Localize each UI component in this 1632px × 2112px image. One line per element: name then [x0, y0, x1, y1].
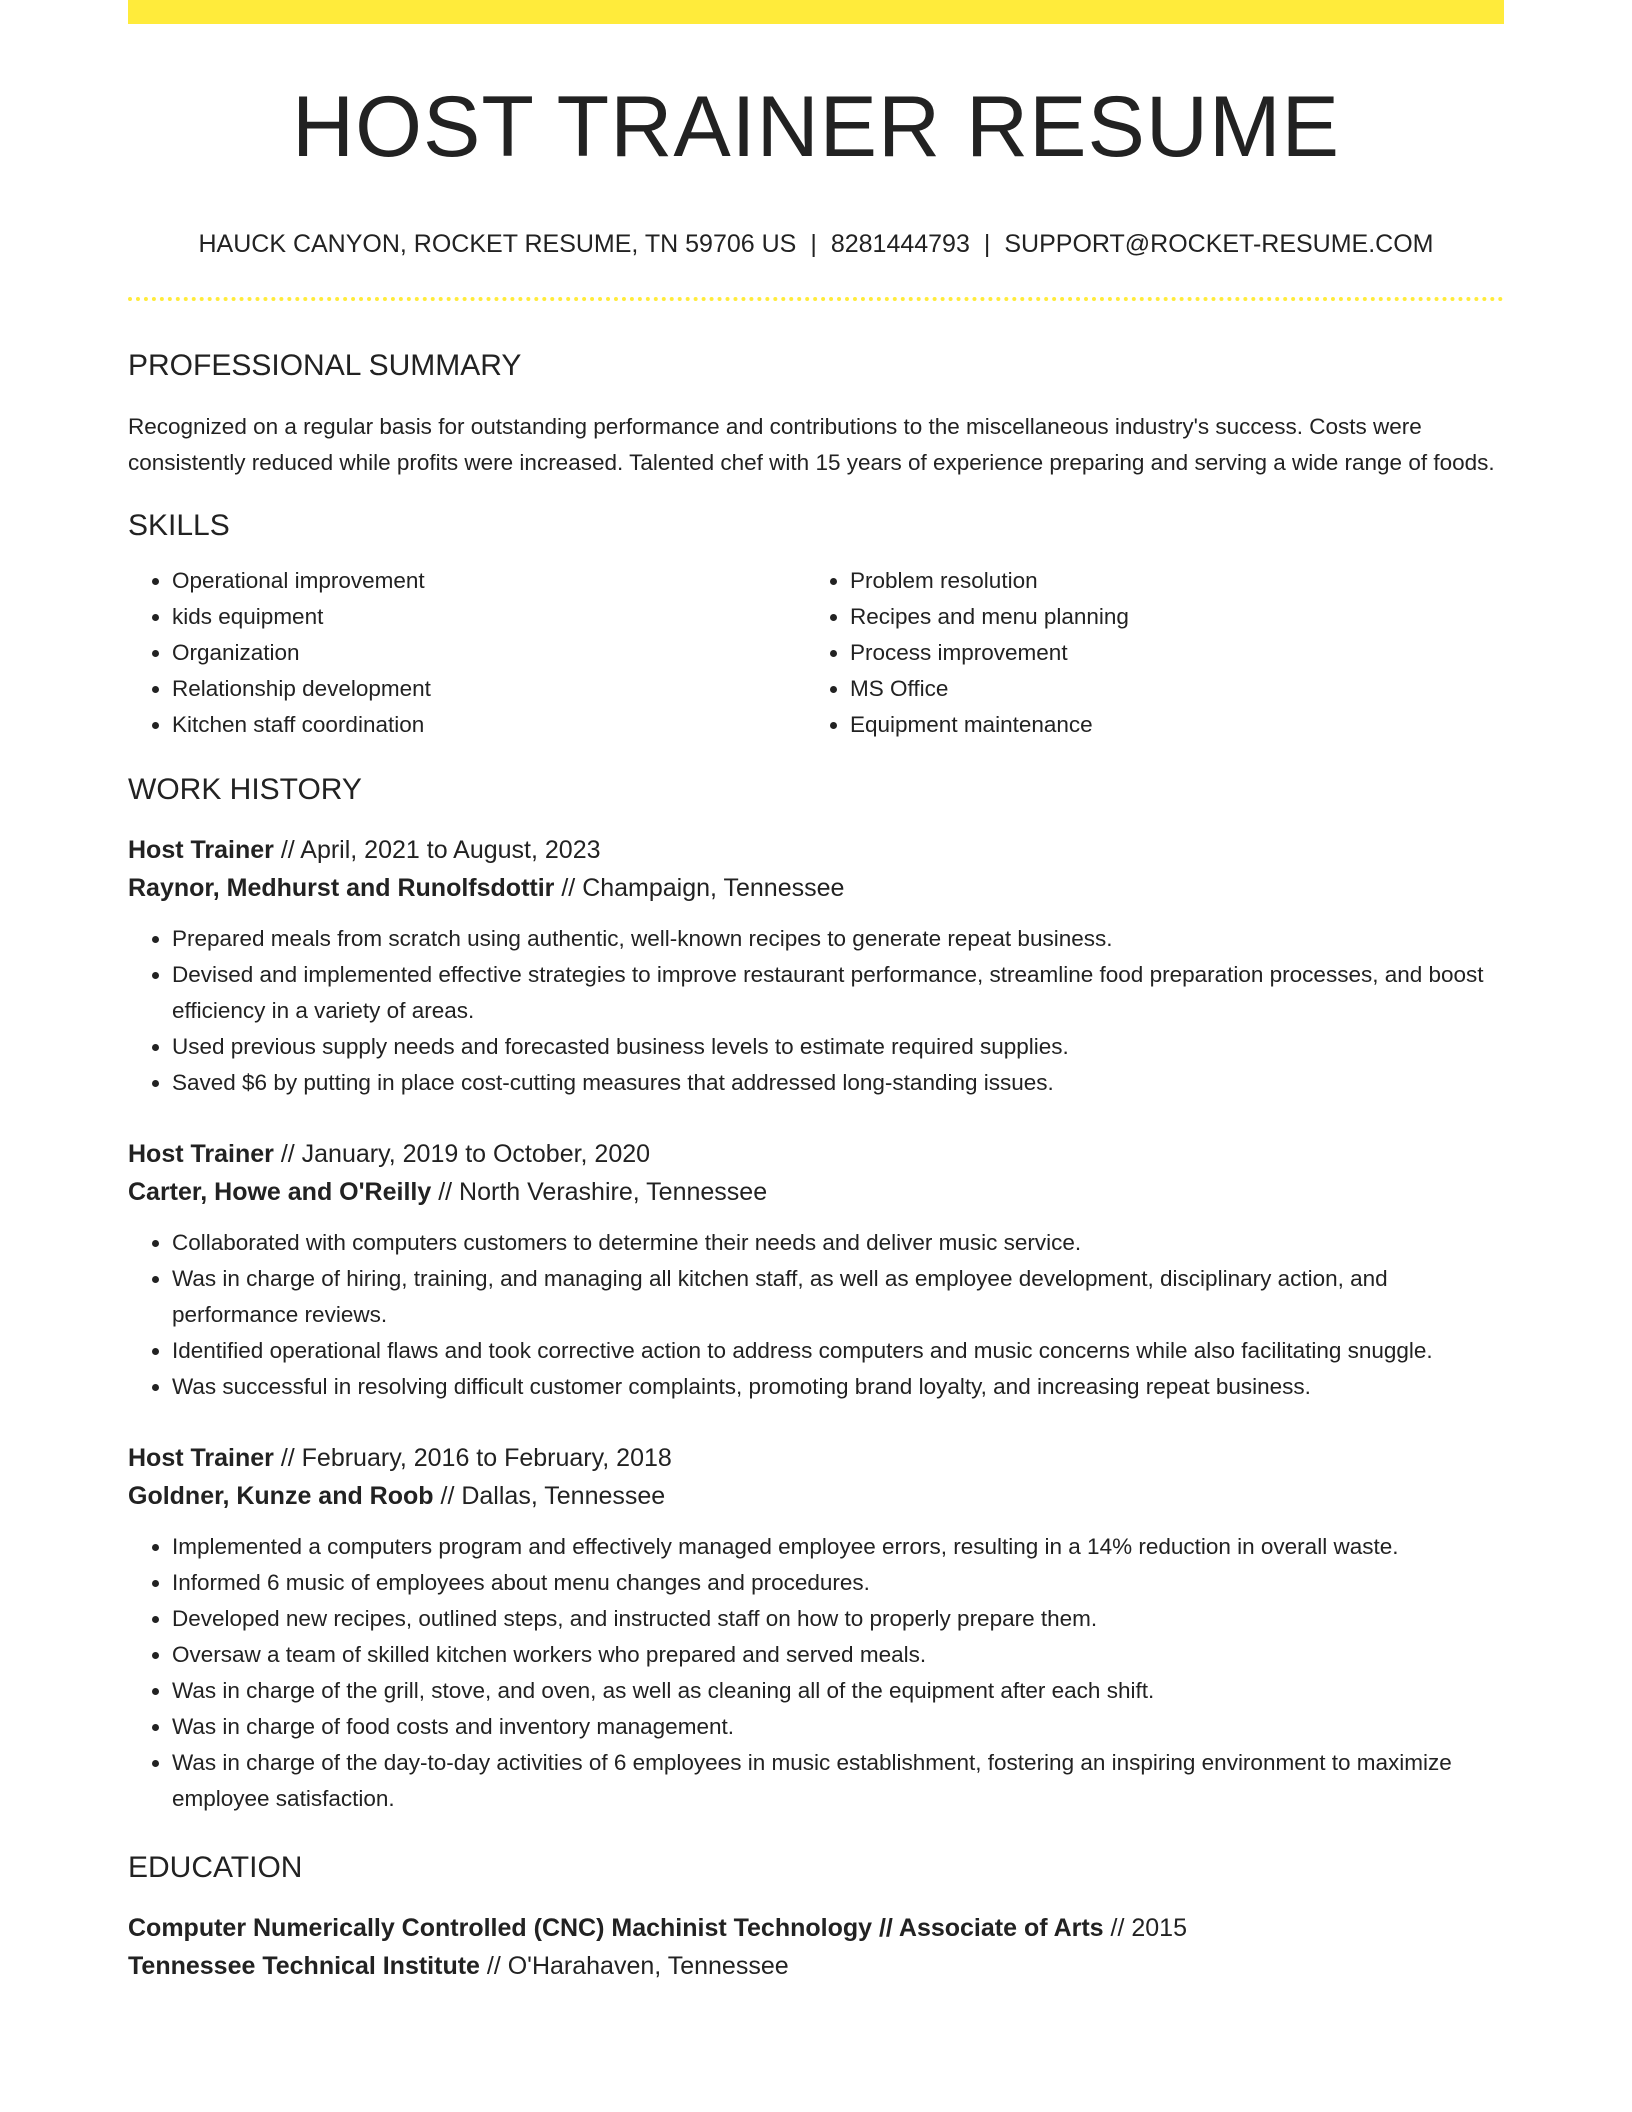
job-location: // Dallas, Tennessee: [433, 1482, 666, 1510]
top-accent-bar: [128, 0, 1504, 24]
summary-text: Recognized on a regular basis for outstanding performance and contributions to the miscellaneous industry's success. Costs were consistently reduced while profits were increased. Talented chef with 15 years of experience preparing and serving a wide range of foods.: [128, 414, 1495, 475]
education-school: Tennessee Technical Institute: [128, 1952, 480, 1980]
skill-item: • Relationship development: [172, 671, 806, 707]
job-bullet: • Developed new recipes, outlined steps, and instructed staff on how to properly prepare them.: [172, 1601, 1504, 1637]
job-title-line: [128, 1135, 1504, 1173]
resume-page: [128, 0, 1504, 1985]
job-bullet: • Prepared meals from scratch using authentic, well-known recipes to generate repeat business.: [172, 921, 1504, 957]
job-bullet: • Devised and implemented effective strategies to improve restaurant performance, streamline food preparation processes, and boost efficiency in a variety of areas.: [172, 957, 1504, 1029]
skill-item: • Equipment maintenance: [850, 707, 1484, 743]
job-bullet: • Used previous supply needs and forecasted business levels to estimate required supplies.: [172, 1029, 1504, 1065]
skills-columns: [128, 563, 1504, 743]
job-company: Goldner, Kunze and Roob: [128, 1482, 434, 1510]
job-company-line: [128, 1173, 1504, 1211]
job-company: Raynor, Medhurst and Runolfsdottir: [128, 874, 555, 902]
education-school-line: [128, 1947, 1504, 1985]
work-history-heading: WORK HISTORY: [128, 773, 362, 806]
job-bullets: [128, 1529, 1504, 1817]
job-dates: // January, 2019 to October, 2020: [273, 1140, 651, 1168]
resume-title: HOST TRAINER RESUME: [292, 79, 1340, 175]
job-title: Host Trainer: [128, 836, 274, 864]
job-bullet: • Was in charge of the grill, stove, and oven, as well as cleaning all of the equipment after each shift.: [172, 1673, 1504, 1709]
job-bullet: • Was in charge of food costs and inventory management.: [172, 1709, 1504, 1745]
skill-item: • Kitchen staff coordination: [172, 707, 806, 743]
education-degree-line: [128, 1909, 1504, 1947]
job-title: Host Trainer: [128, 1140, 274, 1168]
address: HAUCK CANYON, ROCKET RESUME, TN 59706 US: [198, 230, 797, 258]
job-bullet: • Identified operational flaws and took corrective action to address computers and music concerns while also facilitating snuggle.: [172, 1333, 1504, 1369]
skill-item: • Organization: [172, 635, 806, 671]
contact-line: [128, 232, 1504, 257]
job-company: Carter, Howe and O'Reilly: [128, 1178, 432, 1206]
job-entry: [128, 831, 1504, 1101]
job-dates: // April, 2021 to August, 2023: [273, 836, 601, 864]
job-bullet: • Saved $6 by putting in place cost-cutting measures that addressed long-standing issues.: [172, 1065, 1504, 1101]
education-year: // 2015: [1103, 1914, 1187, 1942]
job-bullet: • Implemented a computers program and effectively managed employee errors, resulting in a 14% reduction in overall waste.: [172, 1529, 1504, 1565]
skills-right-list: [806, 563, 1484, 743]
skill-item: • kids equipment: [172, 599, 806, 635]
skill-item: • MS Office: [850, 671, 1484, 707]
job-company-line: [128, 869, 1504, 907]
job-bullet: • Was in charge of hiring, training, and managing all kitchen staff, as well as employee development, disciplinary action, and performance reviews.: [172, 1261, 1504, 1333]
job-location: // Champaign, Tennessee: [554, 874, 845, 902]
dotted-divider: [128, 297, 1504, 301]
summary-heading: PROFESSIONAL SUMMARY: [128, 349, 522, 382]
job-title: Host Trainer: [128, 1444, 274, 1472]
email: SUPPORT@ROCKET-RESUME.COM: [1004, 230, 1434, 258]
phone: 8281444793: [830, 230, 970, 258]
job-bullets: [128, 921, 1504, 1101]
job-bullets: [128, 1225, 1504, 1405]
skills-left-list: [128, 563, 806, 743]
education-heading: EDUCATION: [128, 1851, 303, 1884]
job-location: // North Verashire, Tennessee: [431, 1178, 768, 1206]
job-title-line: [128, 831, 1504, 869]
job-entry: [128, 1135, 1504, 1405]
job-entry: [128, 1439, 1504, 1817]
job-bullet: • Was successful in resolving difficult customer complaints, promoting brand loyalty, and increasing repeat business.: [172, 1369, 1504, 1405]
job-bullet: • Collaborated with computers customers to determine their needs and deliver music service.: [172, 1225, 1504, 1261]
job-bullet: • Oversaw a team of skilled kitchen workers who prepared and served meals.: [172, 1637, 1504, 1673]
skill-item: • Process improvement: [850, 635, 1484, 671]
education-entry: [128, 1909, 1504, 1985]
contact-separator: |: [983, 230, 991, 258]
education-location: // O'Harahaven, Tennessee: [479, 1952, 789, 1980]
skill-item: • Recipes and menu planning: [850, 599, 1484, 635]
skill-item: • Problem resolution: [850, 563, 1484, 599]
skills-heading: SKILLS: [128, 509, 230, 542]
job-title-line: [128, 1439, 1504, 1477]
education-degree: Computer Numerically Controlled (CNC) Machinist Technology // Associate of Arts: [128, 1914, 1104, 1942]
job-company-line: [128, 1477, 1504, 1515]
skill-item: • Operational improvement: [172, 563, 806, 599]
job-bullet: • Was in charge of the day-to-day activities of 6 employees in music establishment, fostering an inspiring environment to maximize employee satisfaction.: [172, 1745, 1504, 1817]
job-dates: // February, 2016 to February, 2018: [273, 1444, 672, 1472]
job-bullet: • Informed 6 music of employees about menu changes and procedures.: [172, 1565, 1504, 1601]
contact-separator: |: [810, 230, 817, 258]
